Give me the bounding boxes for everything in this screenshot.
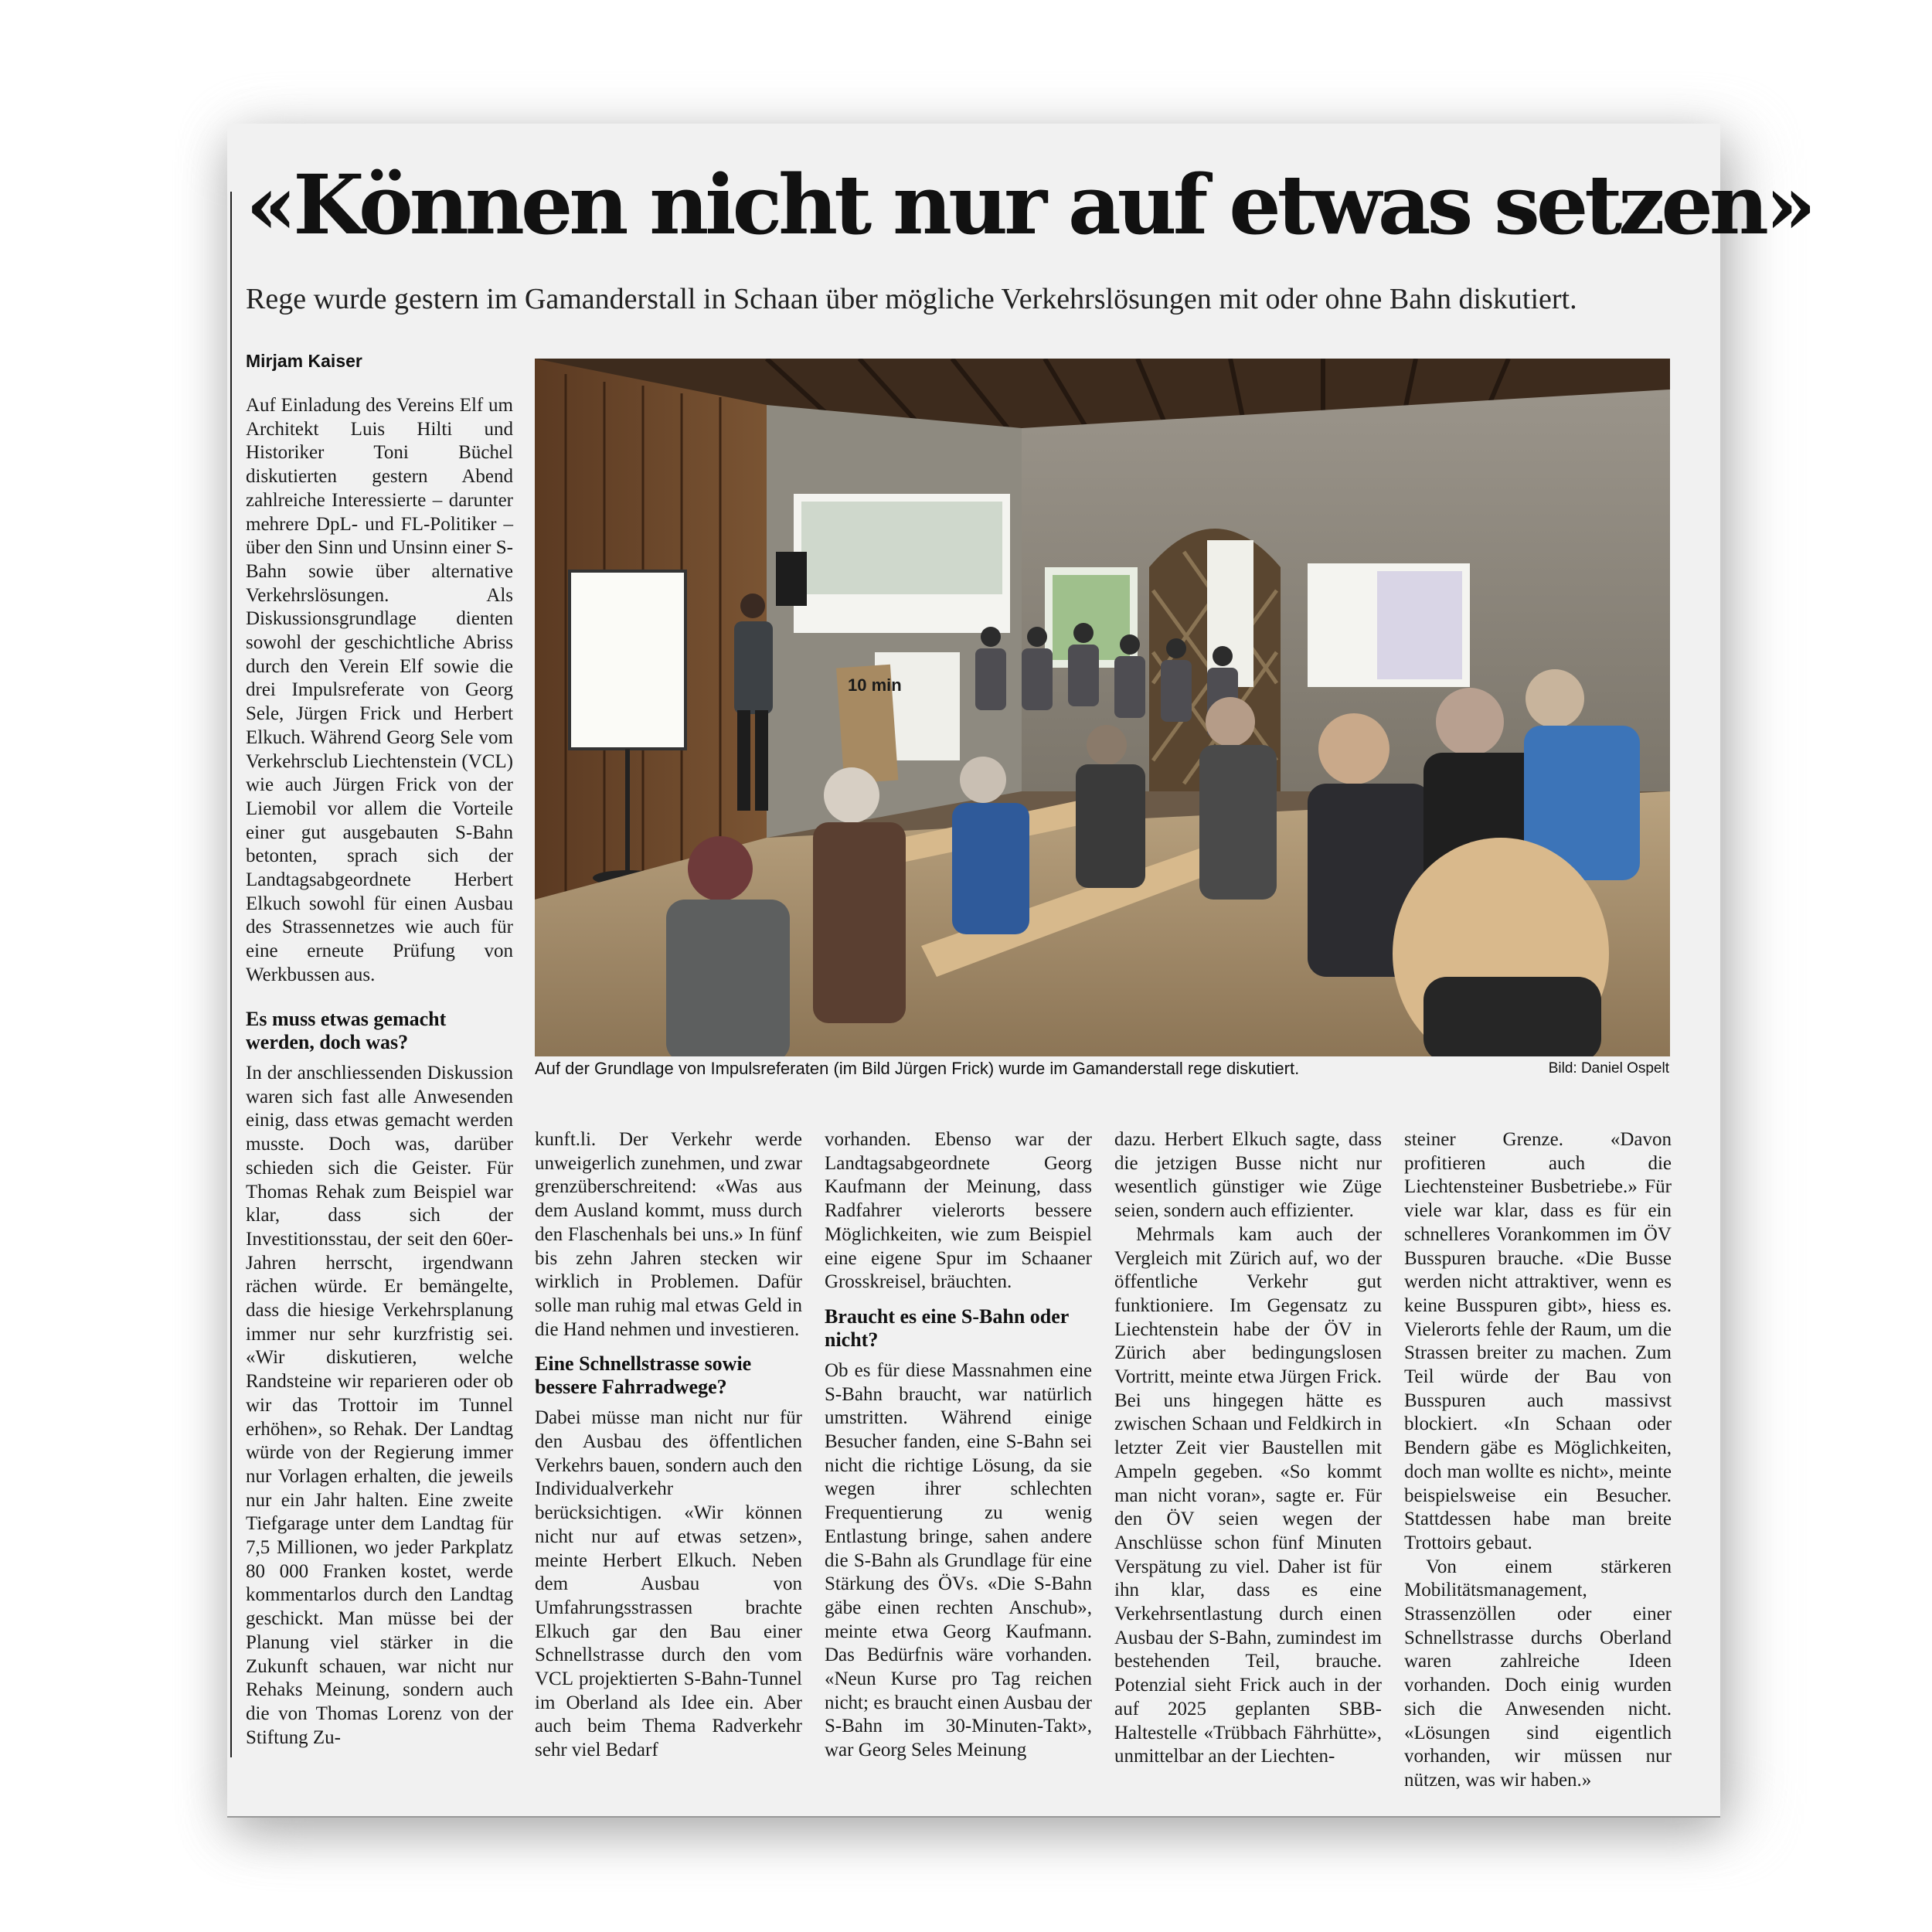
paragraph: steiner Grenze. «Davon profitieren auch die Liechtensteiner Busbetriebe.» Für viele war klar, dass es für ein schnelleres Vorankommen im ÖV Busspuren brauche. «Die Busse werden nicht attraktiver, wenn es keine Busspuren gibt», hiess es. Vielerorts fehle der Raum, um die Strassen breiter zu machen. Zum Teil würde der Bau von Busspuren auch massivst blockiert. «In Schaan oder Bendern gäbe es Möglichkeiten, doch man wollte es nicht», meinte beispielsweise ein Besucher. Stattdessen habe man breite Trottoirs gebaut.: [1404, 1129, 1672, 1553]
author-byline: Mirjam Kaiser: [246, 351, 362, 371]
article-photo: [535, 359, 1670, 1056]
sign-text: 10 min: [848, 675, 902, 695]
bottom-rule: [227, 1816, 1720, 1818]
paragraph: In der anschliessenden Diskussion waren sich fast alle Anwesenden einig, dass etwas gemacht werden musste. Doch was, darüber schieden sich die Geister. Für Thomas Rehak zum Beispiel war klar, dass sich der Investitionsstau, der seit den 60er-Jahren herrscht, irgendwann rächen würde. Er bemängelte, dass die hiesige Verkehrsplanung immer nur sehr kurzfristig sei. «Wir diskutieren, welche Randsteine wir reparieren oder ob wir das Trottoir im Tunnel erhöhen», so Rehak. Der Landtag würde von der Regierung immer nur Vorlagen erhalten, die jeweils nur ein Jahr halten. Eine zweite Tiefgarage unter dem Landtag für 7,5 Millionen, wo jeder Parkplatz 80 000 Franken kostet, werde kommentarlos durch den Landtag geschickt. Man müsse bei der Planung viel stärker in die Zukunft schauen, war nicht nur Rehaks Meinung, sondern auch die von Thomas Lorenz von der Stiftung Zu-: [246, 1063, 513, 1748]
section-heading-2: Eine Schnellstrasse sowie bessere Fahrradwege?: [535, 1352, 752, 1399]
article-column-5: [1404, 1128, 1672, 1791]
photo-caption: Auf der Grundlage von Impulsreferaten (im Bild Jürgen Frick) wurde im Gamanderstall rege diskutiert.: [535, 1059, 1300, 1078]
left-rule: [230, 192, 232, 1757]
article-column-4: [1114, 1128, 1382, 1770]
subheadline: Rege wurde gestern im Gamanderstall in Schaan über mögliche Verkehrslösungen mit oder ohne Bahn diskutiert.: [246, 283, 1577, 315]
article-column-1-bottom: [246, 997, 513, 1762]
section-heading-3: Braucht es eine S-Bahn oder nicht?: [825, 1304, 1069, 1351]
paragraph: Von einem stärkeren Mobilitätsmanagement, Strassenzöllen oder einer Schnellstrasse durchs Oberland waren zahlreiche Ideen vorhanden. Doch einig wurden sich die Anwesenden nicht. «Lösungen sind eigentlich vorhanden, wir müssen nur nützen, was wir haben.»: [1404, 1556, 1672, 1791]
photo-credit: Bild: Daniel Ospelt: [1548, 1060, 1669, 1077]
paragraph: kunft.li. Der Verkehr werde unweigerlich zunehmen, und zwar grenzüberschreitend: «Was aus dem Ausland kommt, muss durch den Flaschenhals bei uns.» In fünf bis zehn Jahren stecken wir wirklich in Problemen. Dafür solle man ruhig mal etwas Geld in die Hand nehmen und investieren.: [535, 1129, 802, 1340]
paragraph: Dabei müsse man nicht nur für den Ausbau des öffentlichen Verkehrs bauen, sondern auch den Individualverkehr berücksichtigen. «Wir können nicht nur auf etwas setzen», meinte Herbert Elkuch. Neben dem Ausbau von Umfahrungsstrassen brachte Elkuch gar den Bau einer Schnellstrasse durch den vom VCL projektierten S-Bahn-Tunnel im Oberland als Idee ein. Aber auch beim Thema Radverkehr sehr viel Bedarf: [535, 1407, 802, 1761]
paragraph: dazu. Herbert Elkuch sagte, dass die jetzigen Busse nicht nur wesentlich günstiger wie Züge seien, sondern auch effizienter.: [1114, 1129, 1382, 1222]
headline: «Können nicht nur auf etwas setzen»: [246, 156, 1813, 253]
section-heading-1: Es muss etwas gemacht werden, doch was?: [246, 1008, 447, 1053]
intro-paragraph: Auf Einladung des Vereins Elf um Architekt Luis Hilti und Historiker Toni Büchel diskutierten gestern Abend zahlreiche Interessierte – darunter mehrere DpL- und FL-Politiker – über den Sinn und Unsinn einer S-Bahn sowie über alternative Verkehrslösungen. Als Diskussionsgrundlage dienten sowohl der geschichtliche Abriss durch den Verein Elf sowie die drei Impulsreferate von Georg Sele, Jürgen Frick und Herbert Elkuch. Während Georg Sele vom Verkehrsclub Liechtenstein (VCL) wie auch Jürgen Frick von der Liemobil vor allem die Vorteile einer gut ausgebauten S-Bahn betonten, sprach sich der Landtagsabgeordnete Herbert Elkuch sowohl für einen Ausbau des Strassennetzes wie auch für eine erneute Prüfung von Werkbussen aus.: [246, 395, 513, 985]
article-column-3: [825, 1128, 1092, 1770]
paragraph: vorhanden. Ebenso war der Landtagsabgeordnete Georg Kaufmann der Meinung, dass Radfahrer vielerorts bessere Möglichkeiten, wie zum Beispiel eine eigene Spur im Schaaner Grosskreisel, bräuchten.: [825, 1129, 1092, 1293]
paragraph: Ob es für diese Massnahmen eine S-Bahn braucht, war natürlich umstritten. Während einige Besucher fanden, eine S-Bahn sei nicht die richtige Lösung, da sie wegen ihrer schlechten Frequentierung zu wenig Entlastung bringe, sahen andere die S-Bahn als Grundlage für eine Stärkung des ÖVs. «Die S-Bahn gäbe einen rechten Anschub», meinte etwa Georg Kaufmann. Das Bedürfnis wäre vorhanden. «Neun Kurse pro Tag reichen nicht; es braucht einen Ausbau der S-Bahn im 30-Minuten-Takt», war Georg Seles Meinung: [825, 1359, 1092, 1761]
paragraph: Mehrmals kam auch der Vergleich mit Zürich auf, wo der öffentliche Verkehr gut funktioniere. Im Gegensatz zu Liechtenstein habe der ÖV in Zürich aber bedingungslosen Vortritt, meinte etwa Jürgen Frick. Bei uns hingegen hätte es zwischen Schaan und Feldkirch in letzter Zeit vier Baustellen mit Ampeln gegeben. «So kommt man nicht voran», sagte er. Für den ÖV seien wegen der Anschlüsse schon fünf Minuten Verspätung zu viel. Daher ist für ihn klar, dass es eine Verkehrsentlastung durch einen Ausbau der S-Bahn, zumindest im bestehenden Teil, brauche. Potenzial sieht Frick auch in der auf 2025 geplanten SBB-Haltestelle «Trübbach Fährhütte», unmittelbar an der Liechten-: [1114, 1223, 1382, 1767]
article-column-2: [535, 1128, 802, 1770]
photo-illustration: [535, 359, 1670, 1056]
article-column-1-top: [246, 394, 513, 989]
